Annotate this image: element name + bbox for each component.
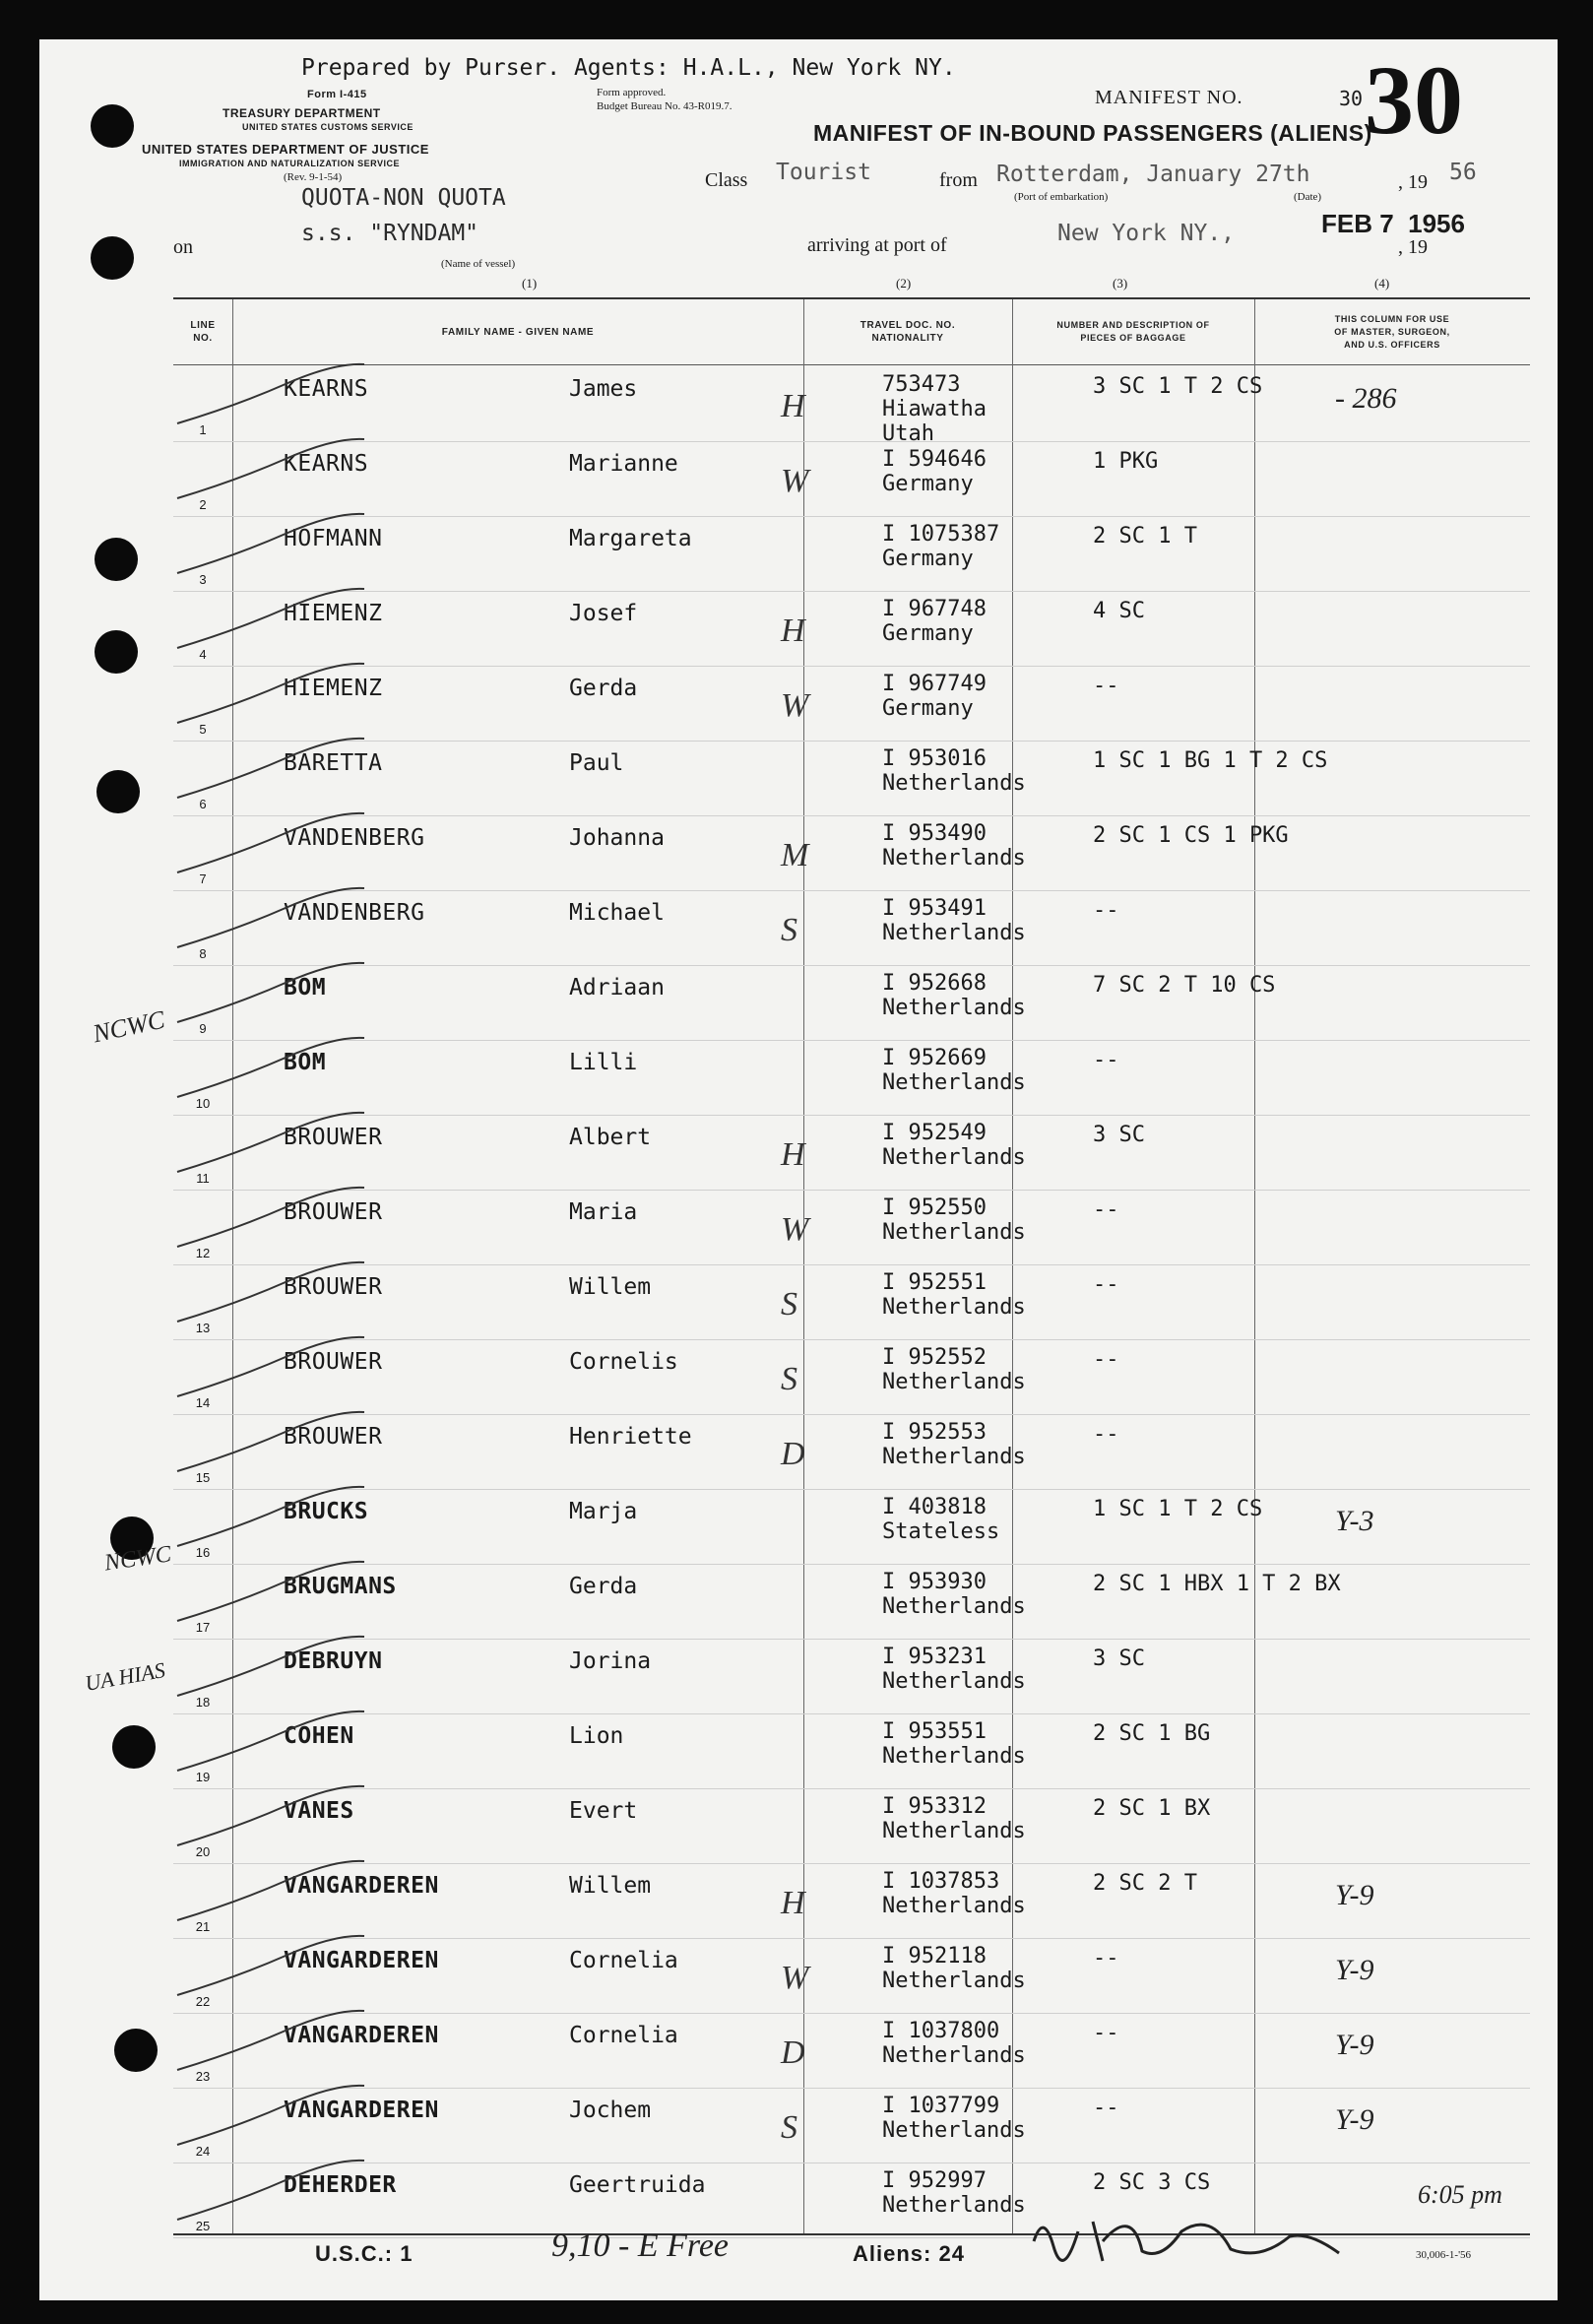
column-number-3: (3) <box>1113 276 1128 290</box>
doc-number: I 953491 <box>882 896 987 921</box>
table-row <box>173 1264 1530 1340</box>
form-revision: (Rev. 9-1-54) <box>284 171 343 183</box>
doc-number: I 1075387 <box>882 522 1000 547</box>
budget-bureau: Budget Bureau No. 43-R019.7. <box>597 100 733 112</box>
punch-hole <box>96 770 140 813</box>
doc-number: I 952550 <box>882 1195 987 1220</box>
table-row <box>173 2088 1530 2163</box>
line-number: 19 <box>195 1770 211 1784</box>
header-baggage: NUMBER AND DESCRIPTION OF PIECES OF BAGGAGE <box>1056 320 1210 343</box>
officer-note: Y-3 <box>1335 1505 1374 1537</box>
doc-number: I 953016 <box>882 746 987 771</box>
doc-number: I 594646 <box>882 447 987 472</box>
family-name: BRUCKS <box>284 1499 369 1524</box>
doc-number: 753473 <box>882 372 961 397</box>
given-name: Johanna <box>569 825 665 851</box>
table-row <box>173 2013 1530 2089</box>
doc-number: I 953930 <box>882 1570 987 1594</box>
family-name: BROUWER <box>284 1274 383 1300</box>
given-name: Albert <box>569 1125 652 1150</box>
officer-note: Y-9 <box>1335 1954 1374 1986</box>
family-name: VANES <box>284 1798 354 1824</box>
family-name: HIEMENZ <box>284 676 383 701</box>
line-number: 2 <box>199 497 207 512</box>
doc-number: I 952118 <box>882 1944 987 1969</box>
baggage: -- <box>1093 2096 1119 2120</box>
family-name: BOM <box>284 1050 327 1075</box>
manifest-no-label: MANIFEST NO. <box>1095 87 1243 108</box>
from-label: from <box>939 169 978 191</box>
given-name: Willem <box>569 1873 652 1899</box>
relationship-mark: W <box>781 687 809 724</box>
baggage: 1 SC 1 BG 1 T 2 CS <box>1093 748 1328 773</box>
baggage: 2 SC 1 BG <box>1093 1721 1211 1746</box>
relationship-mark: H <box>781 1136 805 1173</box>
date-label: (Date) <box>1294 191 1322 203</box>
given-name: Marianne <box>569 451 678 477</box>
column-number-1: (1) <box>522 276 538 290</box>
nationality: Netherlands <box>882 2193 1026 2218</box>
officer-note: - 286 <box>1335 382 1397 415</box>
line-number: 4 <box>199 647 207 662</box>
relationship-mark: H <box>781 1885 805 1921</box>
travel-doc <box>882 1645 1026 1694</box>
line-number: 8 <box>199 946 207 961</box>
class-value: Tourist <box>776 160 871 185</box>
given-name: Maria <box>569 1199 638 1225</box>
table-row <box>173 890 1530 966</box>
travel-doc <box>882 1944 1026 1993</box>
quota-line: QUOTA-NON QUOTA <box>301 185 506 211</box>
punch-hole <box>114 2029 158 2072</box>
officer-signature <box>1024 2202 1349 2271</box>
baggage: 3 SC <box>1093 1646 1145 1671</box>
arrival-year-prefix: , 19 <box>1398 236 1428 258</box>
baggage: -- <box>1093 1422 1119 1447</box>
line-number: 22 <box>195 1994 211 2009</box>
travel-doc <box>882 896 1026 945</box>
doc-number: I 953490 <box>882 821 987 846</box>
line-number: 1 <box>199 422 207 437</box>
doc-number: I 967749 <box>882 672 987 696</box>
given-name: Gerda <box>569 1574 638 1599</box>
officer-note: Y-9 <box>1335 1879 1374 1911</box>
given-name: Evert <box>569 1798 638 1824</box>
line-number: 20 <box>195 1844 211 1859</box>
prepared-by-line: Prepared by Purser. Agents: H.A.L., New York NY. <box>301 55 956 81</box>
punch-hole <box>91 236 134 280</box>
passenger-table <box>173 297 1530 2235</box>
manifest-sheet <box>39 39 1558 2300</box>
table-row <box>173 741 1530 816</box>
handwritten-note: 9,10 - E Free <box>551 2227 730 2264</box>
nationality: Netherlands <box>882 2043 1026 2068</box>
family-name: DEBRUYN <box>284 1648 383 1674</box>
baggage: 2 SC 1 CS 1 PKG <box>1093 823 1289 848</box>
punch-hole <box>95 538 138 581</box>
doc-number: I 967748 <box>882 597 987 621</box>
given-name: Willem <box>569 1274 652 1300</box>
usc-count: U.S.C.: 1 <box>315 2241 414 2266</box>
nationality: Netherlands <box>882 1969 1026 1993</box>
baggage: -- <box>1093 674 1119 698</box>
given-name: Lilli <box>569 1050 638 1075</box>
doc-number: I 952549 <box>882 1121 987 1145</box>
relationship-mark: H <box>781 613 805 649</box>
travel-doc <box>882 1869 1026 1918</box>
family-name: BROUWER <box>284 1349 383 1375</box>
baggage: 2 SC 1 BX <box>1093 1796 1211 1821</box>
family-name: VANGARDEREN <box>284 2023 439 2048</box>
baggage: 2 SC 2 T <box>1093 1871 1197 1896</box>
header-line-no: LINE NO. <box>190 320 216 344</box>
nationality: Netherlands <box>882 771 1026 796</box>
doc-number: I 953231 <box>882 1645 987 1669</box>
family-name: BROUWER <box>284 1424 383 1450</box>
travel-doc <box>882 746 1026 796</box>
officer-note: Y-9 <box>1335 2029 1374 2061</box>
family-name: VANDENBERG <box>284 825 425 851</box>
nationality: Netherlands <box>882 1894 1026 1918</box>
from-value: Rotterdam, January 27th <box>996 161 1310 187</box>
table-row <box>173 366 1530 446</box>
line-number: 16 <box>195 1545 211 1560</box>
line-number: 3 <box>199 572 207 587</box>
table-row <box>173 965 1530 1041</box>
justice-dept: UNITED STATES DEPARTMENT OF JUSTICE <box>142 142 429 157</box>
arriving-label: arriving at port of <box>807 234 947 256</box>
family-name: COHEN <box>284 1723 354 1749</box>
baggage: 2 SC 3 CS <box>1093 2170 1211 2195</box>
table-row <box>173 1564 1530 1640</box>
travel-doc <box>882 1570 1026 1619</box>
header-officers: THIS COLUMN FOR USE OF MASTER, SURGEON, AND U.S. OFFICERS <box>1334 313 1450 350</box>
table-row <box>173 1863 1530 1939</box>
travel-doc <box>882 1046 1026 1095</box>
baggage: -- <box>1093 1272 1119 1297</box>
margin-note: NCWC <box>102 1541 173 1577</box>
baggage: -- <box>1093 1946 1119 1970</box>
line-number: 25 <box>195 2219 211 2233</box>
line-number: 23 <box>195 2069 211 2084</box>
relationship-mark: W <box>781 1211 809 1248</box>
table-row <box>173 1713 1530 1789</box>
given-name: Cornelia <box>569 1948 678 1973</box>
header-divider <box>173 364 1530 365</box>
nationality: Germany <box>882 547 974 571</box>
given-name: Jorina <box>569 1648 652 1674</box>
given-name: Paul <box>569 750 624 776</box>
relationship-mark: S <box>781 1361 797 1397</box>
travel-doc <box>882 372 987 446</box>
relationship-mark: W <box>781 1960 809 1996</box>
column-number-4: (4) <box>1374 276 1390 290</box>
nationality: Netherlands <box>882 1220 1026 1245</box>
column-number-2: (2) <box>896 276 912 290</box>
line-number: 6 <box>199 797 207 811</box>
vessel-label: (Name of vessel) <box>441 258 516 270</box>
travel-doc <box>882 1719 1026 1769</box>
travel-doc <box>882 1270 1026 1320</box>
baggage: 1 SC 1 T 2 CS <box>1093 1497 1263 1521</box>
doc-number: I 1037799 <box>882 2094 1000 2118</box>
relationship-mark: D <box>781 2034 805 2071</box>
port-embarkation-label: (Port of embarkation) <box>1014 191 1109 203</box>
table-row <box>173 815 1530 891</box>
table-row <box>173 516 1530 592</box>
nationality: Germany <box>882 696 974 721</box>
punch-hole <box>91 104 134 148</box>
travel-doc <box>882 2094 1026 2143</box>
family-name: DEHERDER <box>284 2172 397 2198</box>
travel-doc <box>882 1345 1026 1394</box>
doc-number: I 953551 <box>882 1719 987 1744</box>
baggage: -- <box>1093 1197 1119 1222</box>
baggage: -- <box>1093 1347 1119 1372</box>
given-name: Cornelis <box>569 1349 678 1375</box>
ins-service: IMMIGRATION AND NATURALIZATION SERVICE <box>179 159 400 168</box>
given-name: Gerda <box>569 676 638 701</box>
family-name: BRUGMANS <box>284 1574 397 1599</box>
baggage: -- <box>1093 898 1119 923</box>
nationality: Netherlands <box>882 921 1026 945</box>
baggage: 7 SC 2 T 10 CS <box>1093 973 1276 998</box>
nationality: Stateless <box>882 1519 1000 1544</box>
family-name: BROUWER <box>284 1125 383 1150</box>
vessel-name: s.s. "RYNDAM" <box>301 221 479 246</box>
doc-number: I 952669 <box>882 1046 987 1070</box>
manifest-no-small: 30 <box>1339 87 1364 110</box>
form-number: Form I-415 <box>307 89 367 100</box>
travel-doc <box>882 821 1026 871</box>
table-row <box>173 1788 1530 1864</box>
given-name: Cornelia <box>569 2023 678 2048</box>
year-suffix: 56 <box>1449 160 1477 185</box>
relationship-mark: W <box>781 463 809 499</box>
nationality: Netherlands <box>882 1445 1026 1469</box>
given-name: Marja <box>569 1499 638 1524</box>
header-travel-doc: TRAVEL DOC. NO. NATIONALITY <box>860 320 956 344</box>
family-name: KEARNS <box>284 451 369 477</box>
nationality: Hiawatha Utah <box>882 397 987 446</box>
nationality: Netherlands <box>882 1370 1026 1394</box>
travel-doc <box>882 971 1026 1020</box>
line-number: 13 <box>195 1321 211 1335</box>
line-number: 10 <box>195 1096 211 1111</box>
table-row <box>173 1115 1530 1191</box>
baggage: 4 SC <box>1093 599 1145 623</box>
relationship-mark: M <box>781 837 809 873</box>
travel-doc <box>882 1121 1026 1170</box>
table-row <box>173 441 1530 517</box>
given-name: Adriaan <box>569 975 665 1001</box>
nationality: Netherlands <box>882 1070 1026 1095</box>
given-name: Henriette <box>569 1424 692 1450</box>
nationality: Netherlands <box>882 996 1026 1020</box>
relationship-mark: S <box>781 912 797 948</box>
relationship-mark: H <box>781 388 805 424</box>
aliens-count: Aliens: 24 <box>853 2241 965 2266</box>
nationality: Germany <box>882 621 974 646</box>
family-name: VANDENBERG <box>284 900 425 926</box>
table-row <box>173 1190 1530 1265</box>
form-code: 30,006-1-'56 <box>1416 2249 1472 2261</box>
family-name: VANGARDEREN <box>284 2098 439 2123</box>
punch-hole <box>112 1725 156 1769</box>
family-name: BROUWER <box>284 1199 383 1225</box>
table-row <box>173 1489 1530 1565</box>
table-row <box>173 1938 1530 2014</box>
travel-doc <box>882 2019 1026 2068</box>
travel-doc <box>882 1420 1026 1469</box>
line-number: 15 <box>195 1470 211 1485</box>
line-number: 12 <box>195 1246 211 1260</box>
form-approved: Form approved. <box>597 87 667 98</box>
travel-doc <box>882 597 987 646</box>
arrival-date-stamp: FEB 7 1956 <box>1321 209 1465 238</box>
on-label: on <box>173 236 193 258</box>
nationality: Netherlands <box>882 1594 1026 1619</box>
margin-note: NCWC <box>90 1004 167 1049</box>
baggage: 2 SC 1 T <box>1093 524 1197 549</box>
header-name: FAMILY NAME - GIVEN NAME <box>441 326 595 338</box>
baggage: -- <box>1093 2021 1119 2045</box>
table-row <box>173 591 1530 667</box>
relationship-mark: S <box>781 1286 797 1323</box>
doc-number: I 952551 <box>882 1270 987 1295</box>
nationality: Netherlands <box>882 1295 1026 1320</box>
arriving-value: New York NY., <box>1057 221 1236 246</box>
family-name: BOM <box>284 975 327 1001</box>
relationship-mark: S <box>781 2109 797 2146</box>
line-number: 14 <box>195 1395 211 1410</box>
table-row <box>173 1339 1530 1415</box>
travel-doc <box>882 1794 1026 1843</box>
table-row <box>173 1040 1530 1116</box>
margin-note: UA HIAS <box>83 1657 167 1696</box>
baggage: 2 SC 1 HBX 1 T 2 BX <box>1093 1572 1341 1596</box>
baggage: -- <box>1093 1048 1119 1072</box>
nationality: Netherlands <box>882 1145 1026 1170</box>
given-name: Michael <box>569 900 665 926</box>
table-row <box>173 1639 1530 1714</box>
line-number: 18 <box>195 1695 211 1710</box>
nationality: Netherlands <box>882 1744 1026 1769</box>
treasury-dept: TREASURY DEPARTMENT <box>223 106 381 120</box>
line-number: 11 <box>196 1171 210 1186</box>
nationality: Germany <box>882 472 974 496</box>
punch-hole <box>95 630 138 674</box>
nationality: Netherlands <box>882 1819 1026 1843</box>
doc-number: I 952997 <box>882 2168 987 2193</box>
officer-note: Y-9 <box>1335 2103 1374 2136</box>
travel-doc <box>882 672 987 721</box>
family-name: VANGARDEREN <box>284 1948 439 1973</box>
travel-doc <box>882 1195 1026 1245</box>
line-number: 5 <box>199 722 207 737</box>
doc-number: I 952552 <box>882 1345 987 1370</box>
line-number: 17 <box>195 1620 211 1635</box>
doc-number: I 952668 <box>882 971 987 996</box>
doc-number: I 403818 <box>882 1495 987 1519</box>
given-name: Margareta <box>569 526 692 551</box>
customs-service: UNITED STATES CUSTOMS SERVICE <box>242 122 414 132</box>
manifest-no-stamp: 30 <box>1365 45 1463 155</box>
family-name: VANGARDEREN <box>284 1873 439 1899</box>
nationality: Netherlands <box>882 846 1026 871</box>
travel-doc <box>882 522 999 571</box>
doc-number: I 953312 <box>882 1794 987 1819</box>
nationality: Netherlands <box>882 1669 1026 1694</box>
doc-number: I 952553 <box>882 1420 987 1445</box>
baggage: 1 PKG <box>1093 449 1159 474</box>
line-number: 9 <box>199 1021 207 1036</box>
given-name: James <box>569 376 638 402</box>
class-label: Class <box>705 169 748 191</box>
relationship-mark: D <box>781 1436 805 1472</box>
given-name: Geertruida <box>569 2172 706 2198</box>
doc-number: I 1037853 <box>882 1869 1000 1894</box>
given-name: Lion <box>569 1723 624 1749</box>
baggage: 3 SC 1 T 2 CS <box>1093 374 1263 399</box>
line-number: 24 <box>195 2144 211 2159</box>
doc-number: I 1037800 <box>882 2019 1000 2043</box>
manifest-title: MANIFEST OF IN-BOUND PASSENGERS (ALIENS) <box>813 120 1372 146</box>
travel-doc <box>882 447 987 496</box>
given-name: Josef <box>569 601 638 626</box>
family-name: KEARNS <box>284 376 369 402</box>
table-row <box>173 1414 1530 1490</box>
nationality: Netherlands <box>882 2118 1026 2143</box>
baggage: 3 SC <box>1093 1123 1145 1147</box>
family-name: HIEMENZ <box>284 601 383 626</box>
line-number: 21 <box>195 1919 211 1934</box>
family-name: BARETTA <box>284 750 383 776</box>
table-row <box>173 666 1530 742</box>
given-name: Jochem <box>569 2098 652 2123</box>
time-note: 6:05 pm <box>1418 2180 1502 2209</box>
line-number: 7 <box>199 872 207 886</box>
family-name: HOFMANN <box>284 526 383 551</box>
travel-doc <box>882 1495 999 1544</box>
year-prefix: , 19 <box>1398 171 1428 193</box>
travel-doc <box>882 2168 1026 2218</box>
